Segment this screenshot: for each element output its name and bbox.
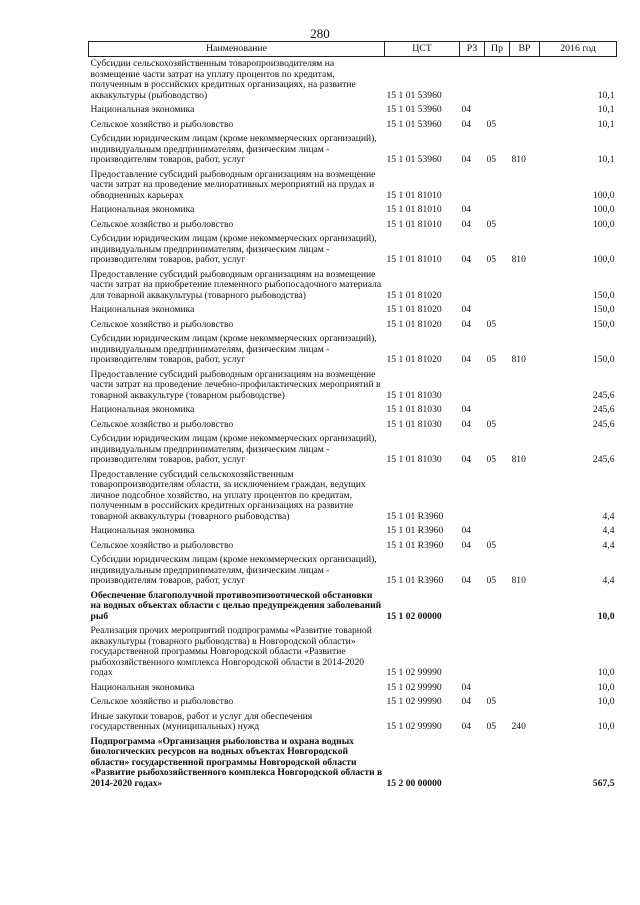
- row-vr: [510, 368, 540, 404]
- row-rz: 04: [461, 525, 472, 536]
- row-rz: 04: [461, 318, 472, 330]
- row-code: 15 1 01 81020: [386, 304, 442, 315]
- table-row: [89, 468, 617, 525]
- row-rz: 04: [461, 681, 472, 693]
- row-rz: 04: [461, 204, 472, 215]
- table-row: [89, 118, 617, 133]
- row-rz: 04: [461, 218, 472, 230]
- row-rz: 04: [461, 696, 472, 707]
- row-rz: 04: [461, 118, 472, 130]
- row-vr: [510, 524, 540, 539]
- row-pr: [485, 468, 510, 525]
- row-name: Субсидии юридическим лицам (кроме некоммерческих организаций), индивидуальным предпринимателям, физическим лицам - производителям товаров, работ, услуг: [90, 333, 377, 365]
- header-code: ЦСТ: [385, 42, 460, 57]
- row-name: Обеспечение благополучной противоэпизоотической обстановки на водных объектах области с целью предупреждения заболеваний рыб: [90, 589, 382, 622]
- row-vr: [510, 168, 540, 204]
- row-code: 15 1 01 53960: [386, 104, 442, 115]
- table-row: [89, 524, 617, 539]
- row-code: 15 1 01 R3960: [386, 510, 444, 522]
- row-code: 15 1 02 99990: [386, 667, 442, 678]
- row-pr: 05: [486, 318, 497, 330]
- row-pr: [485, 735, 510, 792]
- row-rz: 04: [461, 404, 472, 415]
- row-pr: [485, 624, 510, 681]
- row-code: 15 1 01 81030: [386, 389, 442, 401]
- table-row: [89, 710, 617, 735]
- row-code: 15 1 02 99990: [386, 696, 442, 707]
- row-value: 10,1: [597, 154, 615, 165]
- row-vr: 240: [511, 721, 526, 732]
- row-vr: [510, 57, 540, 104]
- row-pr: [485, 203, 510, 218]
- table-row: [89, 103, 617, 118]
- row-value: 10,1: [597, 118, 615, 130]
- row-pr: 05: [486, 454, 497, 465]
- row-value: 10,0: [597, 667, 615, 678]
- row-vr: [510, 681, 540, 696]
- row-pr: [485, 57, 510, 104]
- row-vr: [510, 418, 540, 433]
- row-code: 15 1 01 R3960: [386, 539, 444, 551]
- row-code: 15 1 01 81010: [386, 189, 442, 201]
- row-name: Сельское хозяйство и рыболовство: [90, 539, 234, 551]
- row-pr: [485, 403, 510, 418]
- row-pr: [485, 368, 510, 404]
- table-row: [89, 695, 617, 710]
- row-pr: 05: [486, 118, 497, 130]
- row-vr: [510, 203, 540, 218]
- row-name: Сельское хозяйство и рыболовство: [90, 118, 234, 130]
- row-pr: [485, 268, 510, 304]
- row-value: 10,0: [597, 696, 615, 707]
- row-value: 4,4: [602, 525, 615, 536]
- row-rz: 04: [461, 254, 472, 265]
- table-row: [89, 681, 617, 696]
- row-code: 15 1 01 R3960: [386, 575, 444, 586]
- row-vr: [510, 268, 540, 304]
- table-row: [89, 368, 617, 404]
- row-pr: 05: [486, 539, 497, 551]
- row-value: 245,6: [592, 389, 615, 401]
- row-value: 100,0: [592, 218, 615, 230]
- table-row: [89, 132, 617, 168]
- row-name: Предоставление субсидий рыбоводным организациям на возмещение части затрат на проведение мелиоративных мероприятий на прудах и обводненных карьерах: [90, 168, 376, 201]
- header-vr: ВР: [510, 42, 540, 57]
- row-name: Иные закупки товаров, работ и услуг для обеспечения государственных (муниципальных) нужд: [90, 710, 313, 732]
- row-value: 10,0: [597, 681, 615, 693]
- row-pr: 05: [486, 254, 497, 265]
- row-name: Реализация прочих мероприятий подпрограммы «Развитие товарной аквакультуры (товарного рыбоводства) в Новгородской области» государственной программы Новгородской области «Развитие рыбохозяйственного комплекса Новгородской области в 2014-2020 годах: [90, 625, 372, 678]
- row-value: 100,0: [592, 254, 615, 265]
- row-code: 15 1 01 81020: [386, 318, 442, 330]
- table-row: [89, 332, 617, 368]
- row-code: 15 1 01 81030: [386, 454, 442, 465]
- row-name: Предоставление субсидий рыбоводным организациям на возмещение части затрат на приобретение племенного рыбопосадочного материала для товарной аквакультуры (товарного рыбоводства): [90, 268, 382, 301]
- row-vr: 810: [511, 354, 526, 365]
- row-name: Подпрограмма «Организация рыболовства и охрана водных биологических ресурсов на водных объектах Новгородской области» государственной программы Новгородской области «Развитие рыбохозяйственного комплекса Новгородской области в 2014-2020 годах»: [90, 735, 383, 789]
- table-row: [89, 268, 617, 304]
- row-vr: [510, 468, 540, 525]
- row-code: 15 1 01 81030: [386, 418, 442, 430]
- row-value: 10,1: [597, 89, 615, 101]
- table-row: [89, 624, 617, 681]
- row-code: 15 1 01 81020: [386, 354, 442, 365]
- row-vr: [510, 624, 540, 681]
- row-pr: 05: [486, 354, 497, 365]
- table-header-row: [89, 42, 617, 57]
- header-pr: Пр: [485, 42, 510, 57]
- row-pr: 05: [486, 721, 497, 732]
- row-code: 15 1 01 81010: [386, 254, 442, 265]
- row-code: 15 1 01 81010: [386, 218, 442, 230]
- row-value: 10,1: [597, 104, 615, 115]
- row-name: Сельское хозяйство и рыболовство: [90, 696, 234, 707]
- row-rz: 04: [461, 104, 472, 115]
- row-rz: [460, 368, 485, 404]
- row-rz: 04: [461, 575, 472, 586]
- row-name: Субсидии юридическим лицам (кроме некоммерческих организаций), индивидуальным предпринимателям, физическим лицам - производителям товаров, работ, услуг: [90, 233, 377, 265]
- row-pr: [485, 589, 510, 625]
- table-row: [89, 432, 617, 468]
- row-code: 15 1 01 81020: [386, 289, 442, 301]
- row-rz: [460, 268, 485, 304]
- row-value: 150,0: [592, 289, 615, 301]
- row-rz: [460, 589, 485, 625]
- row-pr: [485, 168, 510, 204]
- row-value: 4,4: [602, 575, 615, 586]
- row-vr: 810: [511, 154, 526, 165]
- row-value: 245,6: [592, 454, 615, 465]
- row-vr: [510, 118, 540, 133]
- row-vr: [510, 218, 540, 233]
- row-code: 15 1 02 00000: [386, 610, 442, 622]
- header-value: 2016 год: [540, 42, 617, 57]
- row-name: Национальная экономика: [90, 204, 195, 215]
- row-pr: [485, 303, 510, 318]
- row-value: 245,6: [592, 404, 615, 415]
- row-rz: [460, 57, 485, 104]
- page-number: 280: [310, 26, 330, 41]
- row-vr: 810: [511, 575, 526, 586]
- row-value: 100,0: [592, 189, 615, 201]
- row-value: 4,4: [602, 510, 615, 522]
- row-vr: [510, 318, 540, 333]
- header-rz: РЗ: [460, 42, 485, 57]
- budget-table: [88, 41, 617, 791]
- row-value: 150,0: [592, 304, 615, 315]
- row-rz: 04: [461, 304, 472, 315]
- row-name: Субсидии сельскохозяйственным товаропроизводителям на возмещение части затрат на уплату процентов по кредитам, полученным в российских кредитных организациях, на развитие аквакультуры (рыбоводство): [90, 58, 356, 101]
- row-name: Субсидии юридическим лицам (кроме некоммерческих организаций), индивидуальным предпринимателям, физическим лицам - производителям товаров, работ, услуг: [90, 554, 377, 586]
- table-row: [89, 168, 617, 204]
- row-name: Предоставление субсидий рыбоводным организациям на возмещение части затрат на проведение лечебно-профилактических мероприятий в товарной аквакультуре (товарном рыбоводстве): [90, 368, 381, 401]
- row-rz: 04: [461, 539, 472, 551]
- row-pr: [485, 681, 510, 696]
- row-name: Субсидии юридическим лицам (кроме некоммерческих организаций), индивидуальным предпринимателям, физическим лицам - производителям товаров, работ, услуг: [90, 433, 377, 465]
- row-vr: 810: [511, 254, 526, 265]
- row-name: Сельское хозяйство и рыболовство: [90, 318, 234, 330]
- row-pr: 05: [486, 154, 497, 165]
- row-rz: 04: [461, 418, 472, 430]
- row-rz: [460, 168, 485, 204]
- row-code: 15 1 01 53960: [386, 89, 442, 101]
- row-vr: [510, 103, 540, 118]
- row-code: 15 1 02 99990: [386, 721, 442, 732]
- table-row: [89, 403, 617, 418]
- row-vr: [510, 303, 540, 318]
- row-pr: [485, 524, 510, 539]
- row-value: 10,0: [597, 721, 615, 732]
- table-row: [89, 553, 617, 589]
- row-name: Национальная экономика: [90, 525, 195, 536]
- table-row: [89, 418, 617, 433]
- row-code: 15 1 02 99990: [386, 681, 442, 693]
- row-code: 15 1 01 53960: [386, 118, 442, 130]
- row-vr: [510, 539, 540, 554]
- row-name: Сельское хозяйство и рыболовство: [90, 418, 234, 430]
- row-vr: [510, 589, 540, 625]
- table-row: [89, 203, 617, 218]
- table-row: [89, 735, 617, 792]
- row-vr: [510, 735, 540, 792]
- row-rz: 04: [461, 354, 472, 365]
- table-row: [89, 589, 617, 625]
- row-rz: 04: [461, 454, 472, 465]
- row-code: 15 1 01 R3960: [386, 525, 444, 536]
- row-pr: 05: [486, 418, 497, 430]
- row-name: Предоставление субсидий сельскохозяйственным товаропроизводителям области, за исключением граждан, ведущих личное подсобное хозяйство, на уплату процентов по кредитам, полученным в российских кредитных организациях на развитие товарной аквакультуры (товарного рыбоводства): [90, 468, 366, 522]
- row-name: Национальная экономика: [90, 104, 195, 115]
- table-row: [89, 539, 617, 554]
- row-code: 15 1 01 81010: [386, 204, 442, 215]
- table-row: [89, 318, 617, 333]
- row-rz: 04: [461, 154, 472, 165]
- row-pr: 05: [486, 575, 497, 586]
- row-value: 150,0: [592, 318, 615, 330]
- row-name: Национальная экономика: [90, 304, 195, 315]
- table-row: [89, 218, 617, 233]
- row-name: Сельское хозяйство и рыболовство: [90, 218, 234, 230]
- row-value: 567,5: [592, 777, 615, 789]
- row-pr: 05: [486, 218, 497, 230]
- table-row: [89, 232, 617, 268]
- row-rz: [460, 735, 485, 792]
- row-code: 15 1 01 53960: [386, 154, 442, 165]
- row-value: 10,0: [597, 610, 615, 622]
- row-value: 245,6: [592, 418, 615, 430]
- row-pr: 05: [486, 696, 497, 707]
- row-pr: [485, 103, 510, 118]
- row-name: Национальная экономика: [90, 404, 195, 415]
- row-code: 15 1 01 81030: [386, 404, 442, 415]
- row-rz: 04: [461, 721, 472, 732]
- row-value: 4,4: [602, 539, 615, 551]
- row-rz: [460, 624, 485, 681]
- row-vr: [510, 695, 540, 710]
- row-value: 100,0: [592, 204, 615, 215]
- table-body: [89, 57, 617, 792]
- row-code: 15 2 00 00000: [386, 777, 442, 789]
- header-name: Наименование: [89, 42, 385, 57]
- row-value: 150,0: [592, 354, 615, 365]
- row-vr: [510, 403, 540, 418]
- table-row: [89, 57, 617, 104]
- row-name: Субсидии юридическим лицам (кроме некоммерческих организаций), индивидуальным предпринимателям, физическим лицам - производителям товаров, работ, услуг: [90, 133, 377, 165]
- row-name: Национальная экономика: [90, 681, 195, 693]
- table-row: [89, 303, 617, 318]
- row-rz: [460, 468, 485, 525]
- row-vr: 810: [511, 454, 526, 465]
